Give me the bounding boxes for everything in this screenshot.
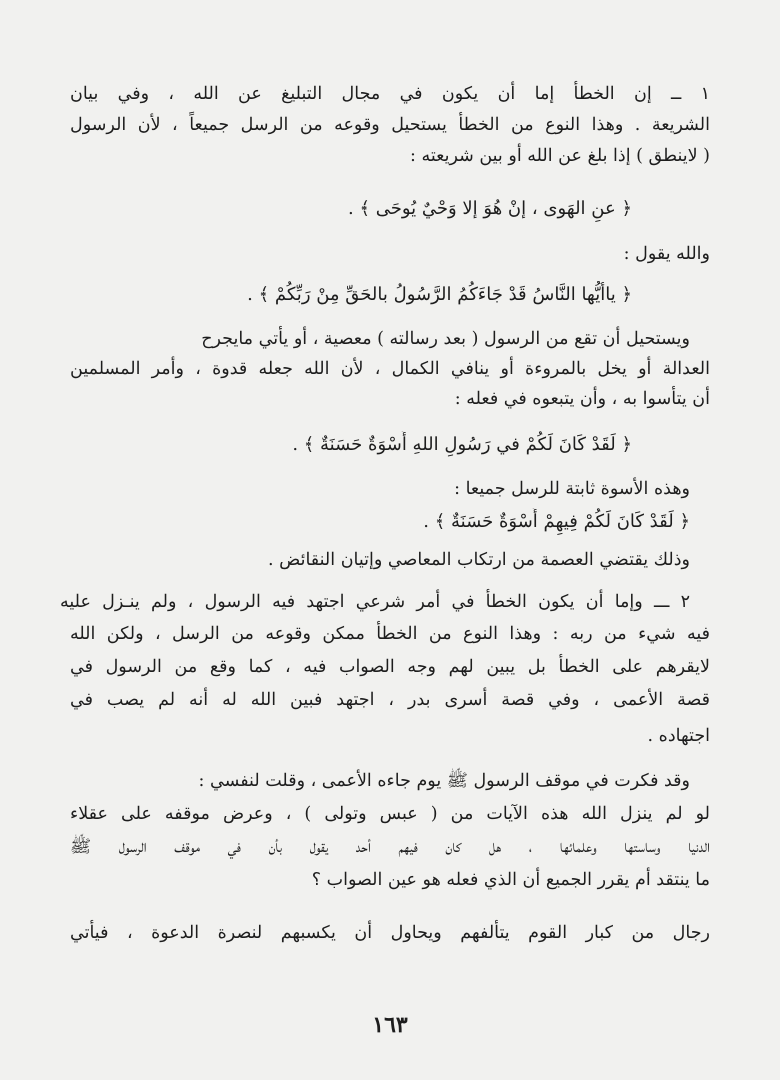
paragraph-line: العدالة أو يخل بالمروءة أو ينافي الكمال ، لأن الله جعله قدوة ، وأمر المسلمين	[70, 359, 710, 379]
paragraph-line: رجال من كبار القوم يتألفهم ويحاول أن يكسبهم لنصرة الدعوة ، فيأتي	[70, 923, 710, 943]
paragraph-line: ١ ــ إن الخطأ إما أن يكون في مجال التبليغ عن الله ، وفي بيان	[70, 84, 710, 104]
paragraph-line: وهذه الأسوة ثابتة للرسل جميعا :	[454, 479, 690, 499]
paragraph-line: ويستحيل أن تقع من الرسول ( بعد رسالته ) معصية ، أو يأتي مايجرح	[201, 329, 690, 349]
page-number: ١٦٣	[372, 1012, 408, 1038]
paragraph-line: قصة الأعمى ، وفي قصة أسرى بدر ، اجتهد فبين الله له أنه لم يصب في	[70, 690, 710, 710]
paragraph-line: ( لاينطق ) إذا بلغ عن الله أو بين شريعته :	[410, 146, 710, 166]
paragraph-line: لو لم ينزل الله هذه الآيات من ( عبس وتولى ) ، وعرض موقفه على عقلاء	[70, 804, 710, 824]
paragraph-line: فيه شيء من ربه : وهذا النوع من الخطأ ممكن وقوعه من الرسل ، ولكن الله	[70, 624, 710, 644]
paragraph-line: لايقرهم على الخطأ بل يبين لهم وجه الصواب فيه ، كما وقع من الرسول في	[70, 657, 710, 677]
quran-verse: ﴿ ياأيُّها النَّاسُ قَدْ جَاءَكُمُ الرَّسُولُ بالحَقِّ مِنْ رَبِّكُمْ ﴾ .	[247, 284, 632, 305]
quran-verse: ﴿ لَقَدْ كَانَ لَكُمْ في رَسُولِ اللهِ أُسْوَةٌ حَسَنَةٌ ﴾ .	[292, 434, 632, 455]
paragraph-line: وقد فكرت في موقف الرسول ﷺ يوم جاءه الأعمى ، وقلت لنفسي :	[198, 771, 690, 791]
paragraph-line: اجتهاده .	[647, 726, 710, 746]
paragraph-line: أن يتأسوا به ، وأن يتبعوه في فعله :	[454, 389, 710, 409]
paragraph-line: وذلك يقتضي العصمة من ارتكاب المعاصي وإتيان النقائض .	[268, 550, 690, 570]
quran-verse: ﴿ لَقَدْ كَانَ لَكُمْ فِيهِمْ أُسْوَةٌ حَسَنَةٌ ﴾ .	[423, 511, 690, 532]
paragraph-line: ٢ ـــ وإما أن يكون الخطأ في أمر شرعي اجتهد فيه الرسول ، ولم ينـزل عليه	[60, 592, 690, 612]
paragraph-line: والله يقول :	[623, 244, 710, 264]
paragraph-line: الشريعة . وهذا النوع من الخطأ يستحيل وقوعه من الرسل جميعاً ، لأن الرسول	[70, 115, 710, 135]
paragraph-line: الدنيا وساستها وعلمائها ، هل كان فيهم أحد يقول بأن في موقف الرسول ﷺ	[70, 837, 710, 857]
quran-verse: ﴿ عنِ الهَوى ، إنْ هُوَ إلا وَحْيٌ يُوحَى ﴾ .	[348, 198, 632, 219]
paragraph-line: ما ينتقد أم يقرر الجميع أن الذي فعله هو عين الصواب ؟	[311, 870, 710, 890]
